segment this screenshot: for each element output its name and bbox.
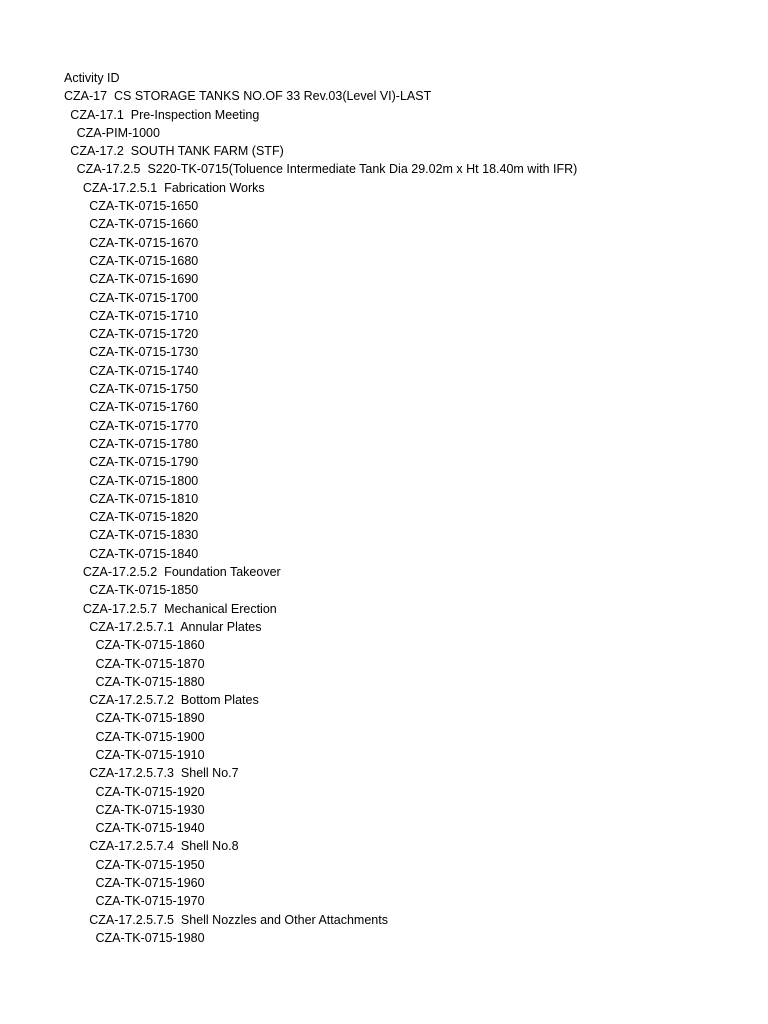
wbs-group-row: CZA-17.2.5.7.5 Shell Nozzles and Other Attachments	[89, 912, 388, 927]
activity-row: CZA-TK-0715-1700	[89, 290, 199, 305]
activity-row: CZA-TK-0715-1650	[89, 199, 199, 214]
wbs-group-row: CZA-17.2.5.7.2 Bottom Plates	[89, 693, 259, 708]
activity-row: CZA-TK-0715-1800	[89, 473, 199, 488]
activity-row: CZA-TK-0715-1780	[89, 436, 199, 451]
wbs-group-row: CZA-17.2.5.7.3 Shell No.7	[89, 766, 239, 781]
activity-row: CZA-TK-0715-1690	[89, 272, 199, 287]
activity-row: CZA-TK-0715-1900	[95, 729, 205, 744]
wbs-group-row: CZA-17 CS STORAGE TANKS NO.OF 33 Rev.03(Level VI)-LAST	[64, 89, 432, 104]
activity-row: CZA-TK-0715-1840	[89, 546, 199, 561]
activity-row: CZA-TK-0715-1820	[89, 510, 199, 525]
activity-row: CZA-TK-0715-1870	[95, 656, 205, 671]
activity-row: CZA-TK-0715-1670	[89, 235, 199, 250]
wbs-group-row: CZA-17.2.5.2 Foundation Takeover	[82, 565, 281, 580]
activity-row: CZA-TK-0715-1720	[89, 327, 199, 342]
activity-row: CZA-TK-0715-1660	[89, 217, 199, 232]
activity-row: CZA-PIM-1000	[76, 125, 160, 140]
wbs-group-row: CZA-17.2.5.7 Mechanical Erection	[82, 601, 277, 616]
activity-row: CZA-TK-0715-1810	[89, 491, 199, 506]
activity-row: CZA-TK-0715-1760	[89, 400, 199, 415]
activity-row: CZA-TK-0715-1830	[89, 528, 199, 543]
wbs-group-row: CZA-17.1 Pre-Inspection Meeting	[70, 107, 260, 122]
activity-row: CZA-TK-0715-1890	[95, 711, 205, 726]
activity-list-page	[64, 69, 748, 947]
wbs-group-row: CZA-17.2.5.7.1 Annular Plates	[89, 619, 262, 634]
activity-row: CZA-TK-0715-1790	[89, 455, 199, 470]
activity-row: CZA-TK-0715-1710	[89, 308, 199, 323]
wbs-group-row: CZA-17.2.5 S220-TK-0715(Toluence Intermediate Tank Dia 29.02m x Ht 18.40m with IFR)	[76, 162, 578, 177]
activity-row: CZA-TK-0715-1860	[95, 638, 205, 653]
activity-row: CZA-TK-0715-1880	[95, 674, 205, 689]
wbs-group-row: CZA-17.2.5.1 Fabrication Works	[82, 180, 265, 195]
wbs-group-row: CZA-17.2.5.7.4 Shell No.8	[89, 839, 239, 854]
activity-row: CZA-TK-0715-1950	[95, 857, 205, 872]
activity-row: CZA-TK-0715-1930	[95, 802, 205, 817]
activity-row: CZA-TK-0715-1940	[95, 821, 205, 836]
activity-row: CZA-TK-0715-1970	[95, 894, 205, 909]
activity-row: CZA-TK-0715-1910	[95, 747, 205, 762]
activity-row: CZA-TK-0715-1920	[95, 784, 205, 799]
activity-row: CZA-TK-0715-1850	[89, 583, 199, 598]
activity-row: CZA-TK-0715-1770	[89, 418, 199, 433]
activity-row: CZA-TK-0715-1980	[95, 930, 205, 945]
activity-row: CZA-TK-0715-1750	[89, 382, 199, 397]
activity-row: CZA-TK-0715-1680	[89, 253, 199, 268]
activity-row: CZA-TK-0715-1740	[89, 363, 199, 378]
column-header-activity-id: Activity ID	[64, 71, 120, 85]
activity-row: CZA-TK-0715-1730	[89, 345, 199, 360]
activity-rows	[64, 87, 748, 947]
wbs-group-row: CZA-17.2 SOUTH TANK FARM (STF)	[70, 144, 284, 159]
activity-row: CZA-TK-0715-1960	[95, 876, 205, 891]
